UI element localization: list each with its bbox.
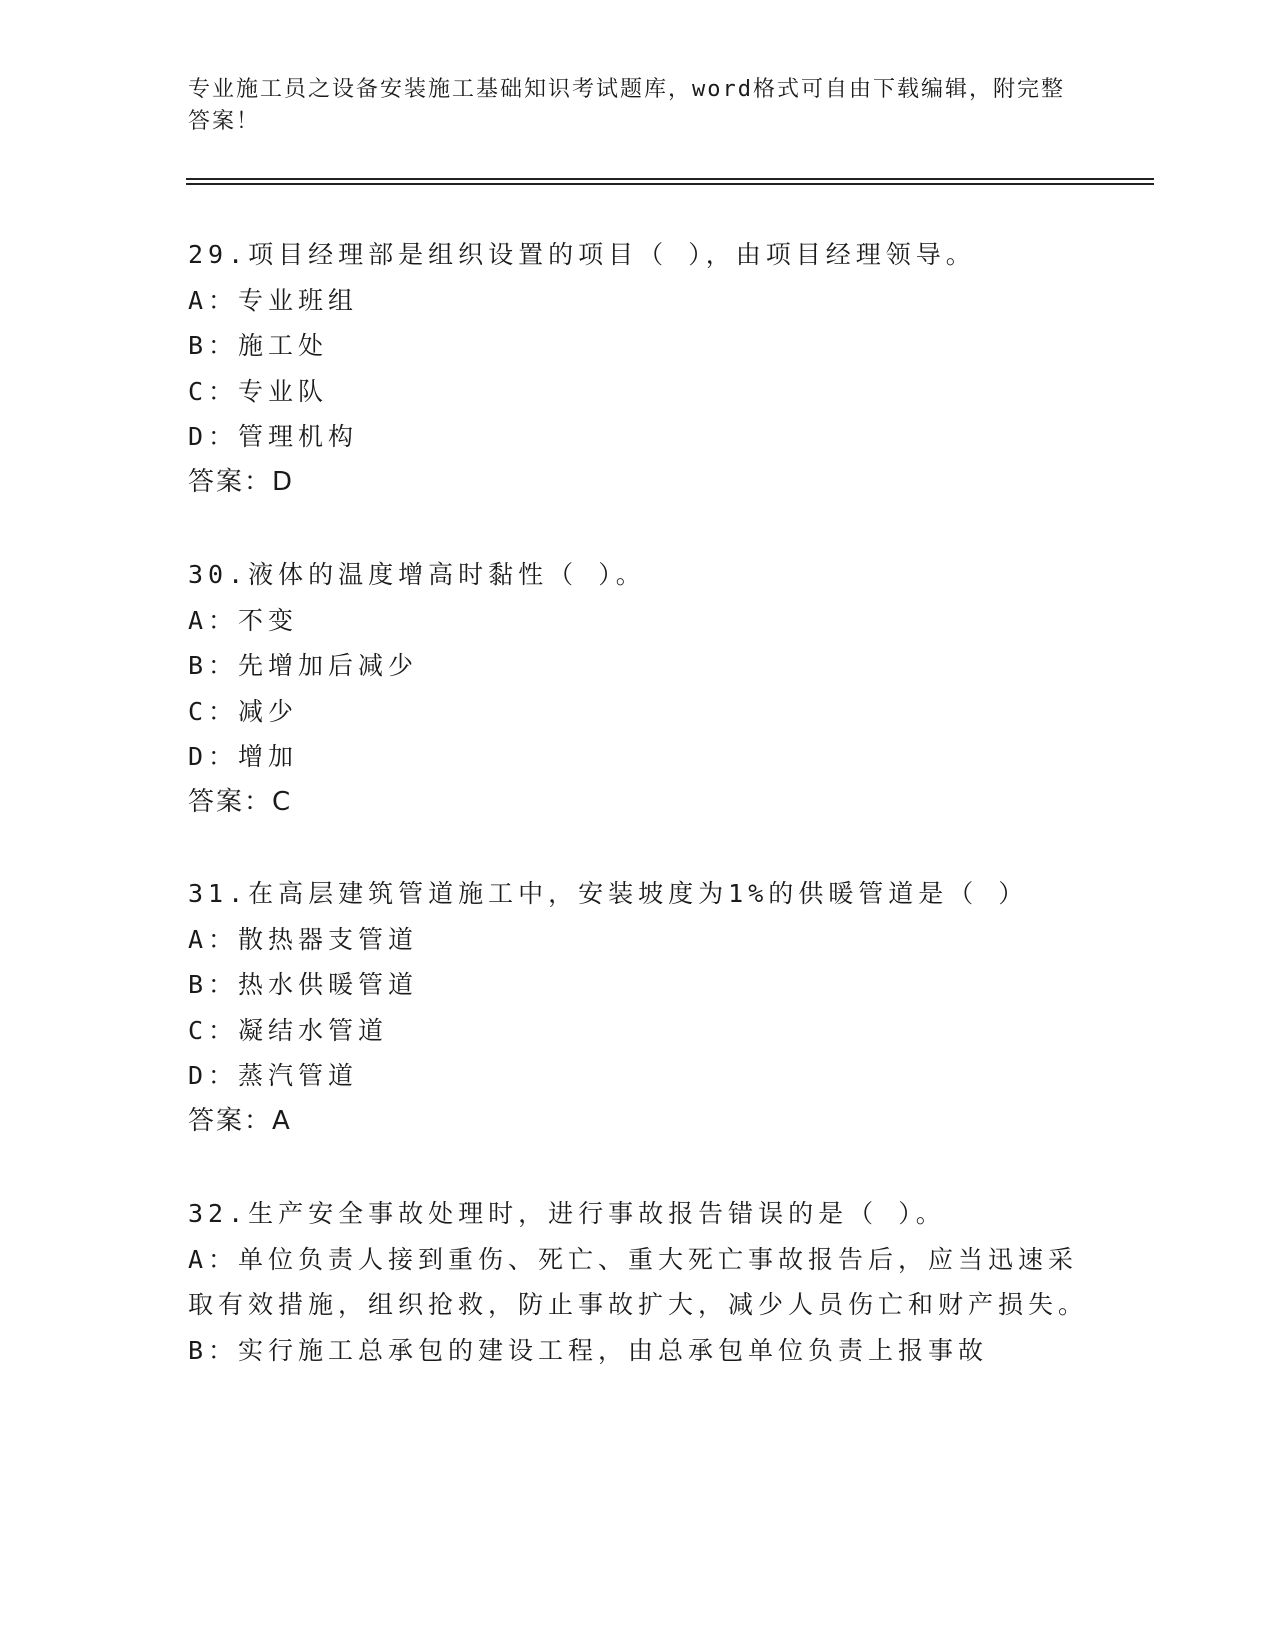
- option-c: C：凝结水管道: [188, 1015, 389, 1045]
- answer: 答案：D: [188, 466, 295, 497]
- option-d: D：蒸汽管道: [188, 1061, 359, 1090]
- question-stem: 30.液体的温度增高时黏性（ ）。: [188, 560, 646, 589]
- question-stem: 32.生产安全事故处理时，进行事故报告错误的是（ ）。: [188, 1199, 946, 1228]
- question-32: [188, 1191, 1088, 1373]
- question-30: [188, 552, 1088, 825]
- option-b: B：热水供暖管道: [188, 970, 419, 999]
- header-divider-bottom: [186, 183, 1154, 185]
- option-c: C：减少: [188, 696, 299, 726]
- question-31: [188, 871, 1088, 1144]
- option-b: B：先增加后减少: [188, 651, 419, 680]
- answer: 答案：C: [188, 786, 293, 817]
- option-b: B：实行施工总承包的建设工程，由总承包单位负责上报事故: [188, 1335, 989, 1365]
- option-a: A：单位负责人接到重伤、死亡、重大死亡事故报告后，应当迅速采取有效措施，组织抢救，防止事故扩大，减少人员伤亡和财产损失。: [188, 1244, 1089, 1319]
- document-header: 专业施工员之设备安装施工基础知识考试题库，word格式可自由下载编辑，附完整答案！: [188, 77, 1065, 134]
- question-29: [188, 232, 1088, 505]
- option-a: A：散热器支管道: [188, 924, 419, 954]
- option-d: D：管理机构: [188, 422, 359, 451]
- option-a: A：不变: [188, 605, 299, 635]
- option-b: B：施工处: [188, 331, 329, 360]
- question-stem: 31.在高层建筑管道施工中，安装坡度为1%的供暖管道是（ ）: [188, 879, 1029, 908]
- option-d: D：增加: [188, 742, 299, 771]
- option-c: C：专业队: [188, 376, 329, 406]
- header-divider-top: [186, 178, 1154, 180]
- answer: 答案：A: [188, 1105, 292, 1136]
- question-stem: 29.项目经理部是组织设置的项目（ ），由项目经理领导。: [188, 240, 976, 269]
- option-a: A：专业班组: [188, 285, 359, 315]
